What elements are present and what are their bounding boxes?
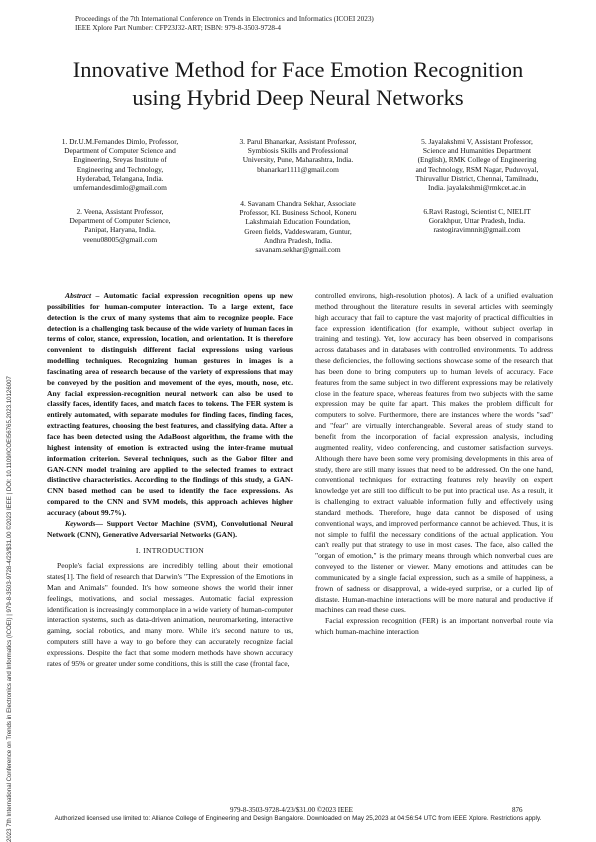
author-line: and Technology, RSM Nagar, Puduvoyal,: [415, 164, 539, 174]
author-line: Hyderabad, Telangana, India.: [76, 173, 164, 183]
author-email: rastogiravimnnit@gmail.com: [433, 225, 521, 235]
author-block-1: [40, 137, 200, 192]
author-line: 3. Parul Bhanarkar, Assistant Professor,: [239, 137, 357, 146]
author-block-4: [212, 199, 384, 254]
author-line: Symbiosis Skills and Professional: [247, 146, 349, 156]
abstract-text: Automatic facial expression recognition opens up new possibilities for human-computer interaction. To a large extent, face detection is the crux of many systems that aim to recognize people. Face detection is a challenging task because of the wide variety of human faces in terms of color, stance, expression, location, and orientation. It is therefore convenient to distinguish different facial expressions using various modelling techniques. Recognizing human gestures in images is a fascinating area of research because of the variety of expressions that may be conveyed by the position and movement of the eyes, mouth, nose, etc. Any facial expression-recognition neural network can also be used to classify faces, identify faces, and match faces to tokens. The FER system is entirely automated, with separate modules for finding faces, finding faces, extracting features, choosing the best features, and classifying data. After a face has been detected using the AdaBoost algorithm, the frame with the highest intensity of emotion is extracted using the inter-frame mutual information criterion. Several techniques, such as the Gabor filter and GAN-CNN model training are applied to the selected frames to extract distinctive characteristics. According to the findings of this study, a GAN-CNN based method can be used to identify the face expressions. As compared to the CNN and SVM models, this approach achieves higher accuracy (about 99.7%).: [47, 291, 294, 517]
section-heading-introduction: I. INTRODUCTION: [135, 546, 205, 556]
left-column: [47, 291, 293, 670]
author-block-6: [392, 207, 562, 235]
author-line: Andhra Pradesh, India.: [263, 235, 333, 245]
author-block-5: [392, 137, 562, 192]
author-line: Panipat, Haryana, India.: [84, 225, 156, 235]
author-line: Science and Humanities Department: [422, 146, 532, 156]
author-line: Department of Computer Science,: [69, 216, 171, 226]
title-line-1: Innovative Method for Face Emotion Recognition: [72, 57, 524, 82]
intro-paragraph-right-1: controlled environs, high-resolution photos). A lack of a unified evaluation method throughout the literature results in several articles with seemingly high accuracy that fail to capture the vast majority of practical difficulties in face expression identification (for example, without subject overlap in training and testing). Yet, low accuracy has been observed in comparisons across databases and in databases with controlled environments. To address these deficiencies, the following sections showcase some of the research that has been done to bring computers up to human levels of accuracy. Face features from the same subject in two different expressions may be relatively close in the feature space, whereas features from two subjects with the same expression may be quite far apart. This makes the problem difficult for computers to solve. Furthermore, there are instances where the words "sad" and "fear" are virtually interchangeable. Several areas of study stand to benefit from the incorporation of facial expression analysis, including augmented reality, video conferencing, and customer satisfaction surveys. Although there have been some very promising developments in this area of study, there are still many issues that need to be addressed. On the one hand, conventional techniques for extracting features rely heavily on expert knowledge yet are still too difficult to be put into practical use. As a result, it is challenging to extract valuable information fully and effectively using standard methods. Therefore, huge data cannot be disposed of using conventional ways, and improved performance cannot be achieved. Thus, it is not simple to fulfil the necessary conditions of the actual application. You can't really put that strategy to use in most cases. The face, also called the "organ of emotion," is the primary means through which nonverbal cues are conveyed to the listener or viewer. Many emotions and attitudes can be communicated by a single facial expression, such as a smile of happiness, a frown of sadness or disapproval, a wide-eyed surprise, or a curled lip of distaste. Human-machine interactions will be more natural and productive if machines can read these cues.: [315, 291, 553, 615]
isbn-line: IEEE Xplore Part Number: CFP23J32-ART; ISBN: 979-8-3503-9728-4: [75, 24, 281, 32]
author-email: India. jayalakshmi@rmkcet.ac.in: [428, 183, 526, 193]
author-line: Thiruvallur District, Chennai, Tamilnadu,: [415, 173, 539, 183]
license-notice: Authorized licensed use limited to: Alliance College of Engineering and Design Bangalore. Downloaded on May 25,2023 at 04:56:54 UTC from IEEE Xplore. Restrictions apply.: [54, 815, 542, 822]
conference-doi-sidebar: 2023 7th International Conference on Trends in Electronics and Informatics (ICOEI) | 979-8-3503-9728-4/23/$31.00 ©2023 IEEE | DOI: 10.1109/ICOEI56765.2023.10126007: [6, 376, 13, 842]
author-line: Green fields, Vaddeswaram, Guntur,: [244, 226, 352, 236]
footer-copyright: 979-8-3503-9728-4/23/$31.00 ©2023 IEEE: [230, 806, 353, 814]
keywords: [47, 519, 293, 541]
author-line: Lakshmaiah Education Foundation,: [245, 217, 351, 227]
author-block-3: [212, 137, 384, 174]
title-line-2: using Hybrid Deep Neural Networks: [132, 85, 464, 110]
intro-paragraph-left: People's facial expressions are incredibly telling about their emotional states[1]. The field of research that Darwin's "The Expression of the Emotions in Man and Animals" founded. It's how someone shows the world their inner feelings, motivations, and social messages. Automatic facial expression identification is increasingly commonplace in a wide variety of human-computer interaction systems, such as data-driven animation, neuromarketing, interactive gaming, social robotics, and many more. While it's second nature to us, computers still have a way to go before they can accurately recognize facial expressions. Despite the fact that some modern methods have shown accuracy rates of 95% or greater under some conditions, this is still the case (frontal face,: [47, 561, 293, 668]
author-email: savanam.sekhar@gmail.com: [255, 245, 341, 255]
right-column: [315, 291, 553, 638]
author-email: bhanarkar1111@gmail.com: [257, 164, 339, 174]
author-block-2: [40, 207, 200, 244]
paper-title: [40, 56, 556, 112]
keywords-text: Support Vector Machine (SVM), Convolutional Neural Network (CNN), Generative Adversarial Networks (GAN).: [47, 518, 293, 539]
author-line: Department of Computer Science and: [64, 146, 176, 156]
author-email: veenu08005@gmail.com: [82, 234, 158, 244]
author-email: umfernandesdimlo@gmail.com: [73, 183, 167, 193]
author-line: Engineering, Sreyas Institute of: [73, 155, 167, 165]
author-line: Gorakhpur, Uttar Pradesh, India.: [428, 216, 526, 226]
author-line: 5. Jayalakshmi V, Assistant Professor,: [421, 137, 533, 146]
proceedings-line: Proceedings of the 7th International Conference on Trends in Electronics and Informatics (ICOEI 2023): [75, 15, 374, 23]
keywords-label: Keywords—: [65, 518, 103, 528]
author-line: Engineering and Technology,: [76, 164, 164, 174]
page-number: 876: [512, 806, 523, 814]
abstract: [47, 291, 293, 519]
author-line: 6.Ravi Rastogi, Scientist C, NIELIT: [423, 207, 531, 216]
proceedings-header: [75, 15, 374, 33]
intro-paragraph-right-2: Facial expression recognition (FER) is an important nonverbal route via which human-machine interaction: [315, 616, 553, 637]
abstract-label: Abstract –: [65, 291, 100, 300]
author-line: University, Pune, Maharashtra, India.: [242, 155, 354, 165]
author-line: 4. Savanam Chandra Sekhar, Associate: [240, 199, 356, 208]
author-line: (English), RMK College of Engineering: [417, 155, 537, 165]
author-line: 1. Dr.U.M.Fernandes Dimlo, Professor,: [61, 137, 179, 146]
author-line: Professor, KL Business School, Koneru: [239, 208, 357, 218]
author-line: 2. Veena, Assistant Professor,: [76, 207, 164, 216]
